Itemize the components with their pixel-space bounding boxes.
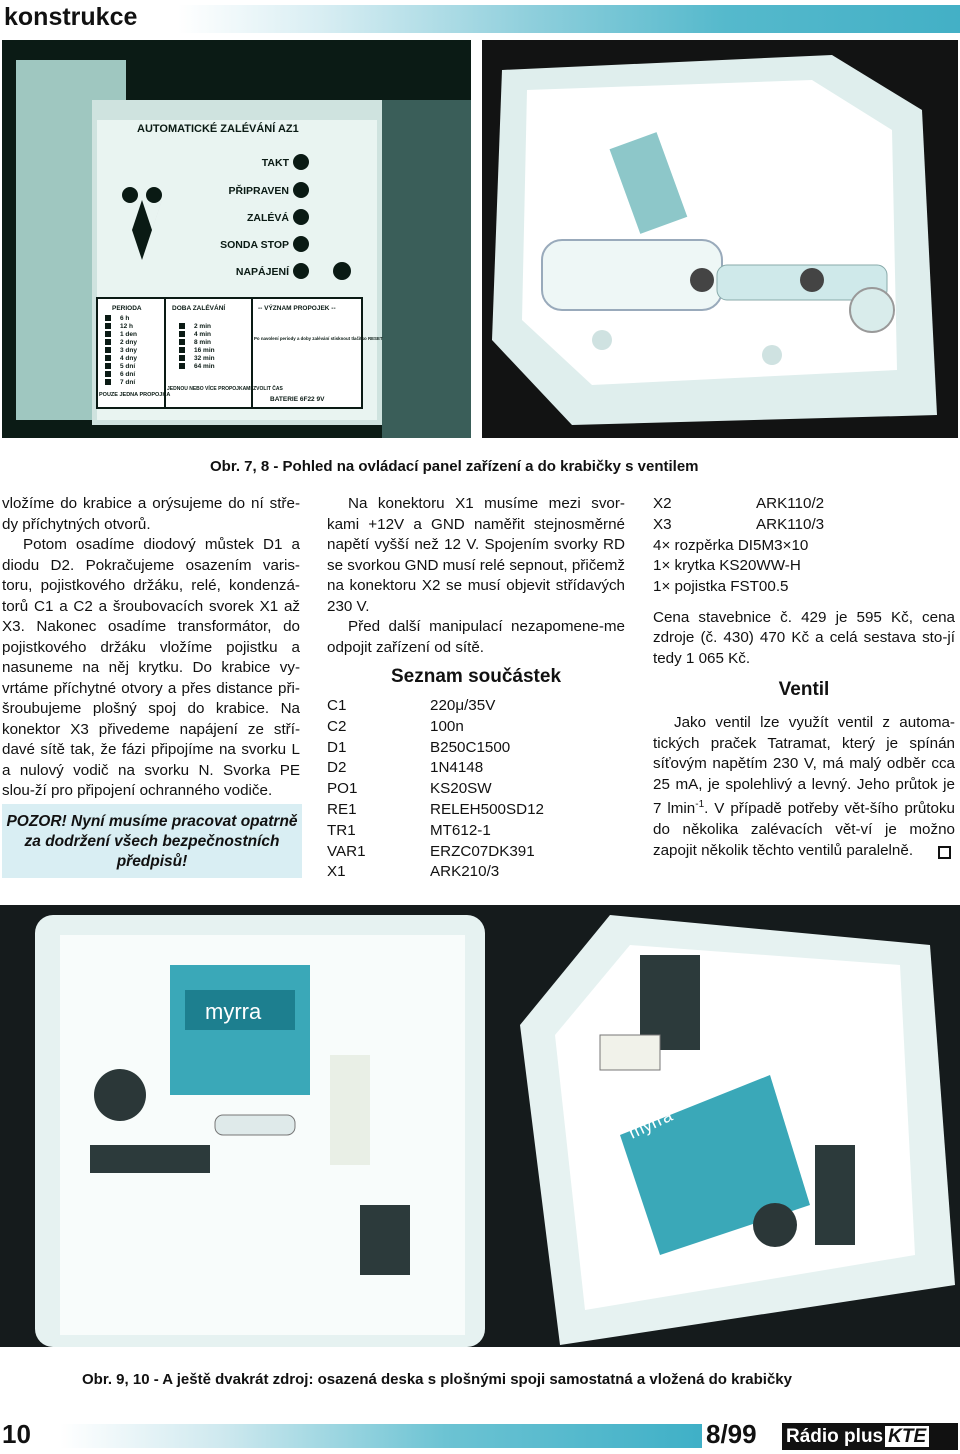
panel-title: AUTOMATICKÉ ZALÉVÁNÍ AZ1	[137, 123, 299, 135]
perioda-item: 4 dny	[120, 355, 137, 362]
ventil-title: Ventil	[778, 679, 830, 701]
figure-caption-top: Obr. 7, 8 - Pohled na ovládací panel zařízení a do krabičky s ventilem	[210, 458, 699, 475]
part-ref: C2	[327, 717, 347, 735]
perioda-item: 5 dní	[120, 363, 136, 370]
ventil-superscript: -1	[695, 799, 705, 811]
extra-part: 1× krytka KS20WW-H	[653, 557, 801, 575]
part-ref: PO1	[327, 780, 358, 798]
doba-item: 32 min	[194, 355, 215, 362]
led-sonda-stop	[293, 236, 309, 252]
indicator-label-zaleva: ZALÉVÁ	[247, 212, 289, 224]
part-value: 1N4148	[430, 759, 484, 777]
doba-item: 64 min	[194, 363, 215, 370]
text-column-1	[2, 494, 300, 802]
magazine-logo	[782, 1423, 958, 1450]
text-column-3	[653, 494, 955, 861]
doba-header: DOBA ZALÉVÁNÍ	[172, 305, 226, 312]
part-ref: D1	[327, 738, 347, 756]
part-ref: X1	[327, 863, 346, 881]
photo-control-panel	[2, 40, 471, 438]
price-paragraph: Cena stavebnice č. 429 je 595 Kč, cena zdroje (č. 430) 470 Kč a celá sestava sto-jí tedy 1 065 Kč.	[653, 608, 955, 667]
extra-part: 4× rozpěrka DI5M3×10	[653, 536, 809, 554]
indicator-label-napajeni: NAPÁJENÍ	[235, 266, 289, 278]
part-value: B250C1500	[430, 738, 511, 756]
part-value: ERZC07DK391	[430, 842, 535, 860]
warning-box	[2, 804, 302, 878]
part-value: MT612-1	[430, 821, 491, 839]
led-zaleva	[293, 209, 309, 225]
part-ref: TR1	[327, 821, 356, 839]
reset-button	[333, 262, 351, 280]
part-value: 220μ/35V	[430, 697, 496, 714]
valve-box-illustration	[482, 40, 958, 438]
part-ref: C1	[327, 697, 347, 714]
paragraph: Před další manipulací nezapomene-me odpojit zařízení od sítě.	[327, 618, 625, 656]
indicator-label-pripraven: PŘIPRAVEN	[228, 185, 289, 197]
doba-note: JEDNOU NEBO VÍCE PROPOJKAMI ZVOLIT ČAS	[167, 386, 283, 392]
doba-item: 2 min	[194, 323, 211, 330]
part-value: RELEH500SD12	[430, 800, 544, 818]
section-title: konstrukce	[4, 3, 138, 31]
end-mark-icon	[938, 846, 951, 859]
part-ref: X2	[653, 495, 672, 512]
doba-item: 4 min	[194, 331, 211, 338]
paragraph: Na konektoru X1 musíme mezi svor-kami +12V a GND naměřit stejnosměrné napětí vyšší než 12 V. Spojením svorky RD se svorkou GND musí relé sepnout, přičemž na konektoru X2 se musí objevit střídavých 230 V.	[327, 495, 625, 615]
photo-power-supply	[0, 905, 960, 1347]
perioda-note: POUZE JEDNA PROPOJKA	[99, 392, 171, 398]
header-gradient-bar	[178, 5, 960, 33]
transformer-brand-right: myrra	[625, 1105, 676, 1143]
part-ref: D2	[327, 759, 347, 777]
power-supply-illustration	[0, 905, 960, 1347]
vyznam-text: Po navolení periody a doby zalévání stisknout tlačítko RESET	[254, 336, 383, 341]
photo-valve-box	[482, 40, 958, 438]
figure-caption-bottom: Obr. 9, 10 - A ještě dvakrát zdroj: osazená deska s plošnými spoji samostatná a vložená do krabičky	[82, 1371, 792, 1388]
parts-list	[327, 696, 625, 883]
vyznam-header: -- VÝZNAM PROPOJEK --	[258, 305, 336, 312]
kte-logo: KTE	[885, 1426, 929, 1447]
perioda-item: 6 dní	[120, 371, 136, 378]
perioda-item: 1 den	[120, 331, 137, 338]
part-ref: RE1	[327, 800, 357, 818]
page-number: 10	[2, 1419, 31, 1449]
text-column-2	[327, 494, 625, 883]
parts-list-title: Seznam součástek	[390, 666, 562, 687]
part-ref: VAR1	[327, 842, 366, 860]
perioda-item: 6 h	[120, 315, 130, 322]
doba-item: 16 min	[194, 347, 215, 354]
perioda-item: 2 dny	[120, 339, 137, 346]
issue-number: 8/99	[706, 1419, 757, 1449]
part-value: ARK210/3	[430, 863, 500, 881]
footer-gradient-bar	[60, 1424, 702, 1448]
perioda-item: 7 dní	[120, 379, 136, 386]
indicator-label-takt: TAKT	[261, 157, 289, 169]
extra-part: 1× pojistka FST00.5	[653, 578, 789, 596]
led-napajeni	[293, 263, 309, 279]
ventil-paragraph	[653, 713, 955, 861]
led-takt	[293, 154, 309, 170]
paragraph: Potom osadíme diodový můstek D1 a diodu D2. Pokračujeme osazením varis-toru, pojistkového držáku, relé, kondenzá-torů C1 a C2 a šroubovacích svorek X1 až X3. Nakonec osadíme transformátor, do pojistkového držáku vložíme pojistku a nasuneme na něj krytku. Do krabice vy-vrtáme příchytné otvory a přes distance při-šroubujeme plošný spoj do krabice. Na konektor X3 přivedeme napájení ze stří-davé sítě tak, že fázi připojíme na svorku L a nulový vodič na svorku N. Svorka PE slou-ží pro připojení ochranného vodiče.	[2, 536, 300, 799]
part-value: KS20SW	[430, 780, 492, 798]
ventil-text-a: Jako ventil lze využít ventil z automa-tických praček Tatramat, který je spínán síťovým napětím 230 V, má malý odběr cca 25 mA, je spolehlivý a levný. Jeho průtok je 7 lmin	[653, 714, 955, 818]
parts-list-continued	[653, 494, 955, 536]
led-pripraven	[293, 182, 309, 198]
battery-label: BATERIE 6F22 9V	[270, 396, 325, 403]
indicator-label-sonda-stop: SONDA STOP	[220, 239, 289, 251]
part-value: ARK110/3	[756, 515, 825, 533]
part-ref: X3	[653, 515, 672, 533]
paragraph: vložíme do krabice a orýsujeme do ní stře-dy příchytných otvorů.	[2, 495, 300, 533]
transformer-brand-left: myrra	[205, 999, 262, 1024]
ventil-text-b: . V případě potřeby vět-šího průtoku do několika zalévacích vět-ví je možno zapojit několik těchto ventilů paralelně.	[653, 800, 956, 859]
perioda-header: PERIODA	[112, 305, 142, 312]
warning-text: POZOR! Nyní musíme pracovat opatrně za dodržení všech bezpečnostních předpisů!	[6, 813, 298, 870]
perioda-item: 3 dny	[120, 347, 137, 354]
magazine-name: Rádio plus	[786, 1426, 884, 1447]
perioda-item: 12 h	[120, 323, 134, 330]
part-value: ARK110/2	[756, 495, 825, 512]
control-panel-illustration	[2, 40, 471, 438]
doba-item: 8 min	[194, 339, 211, 346]
part-value: 100n	[430, 717, 464, 735]
